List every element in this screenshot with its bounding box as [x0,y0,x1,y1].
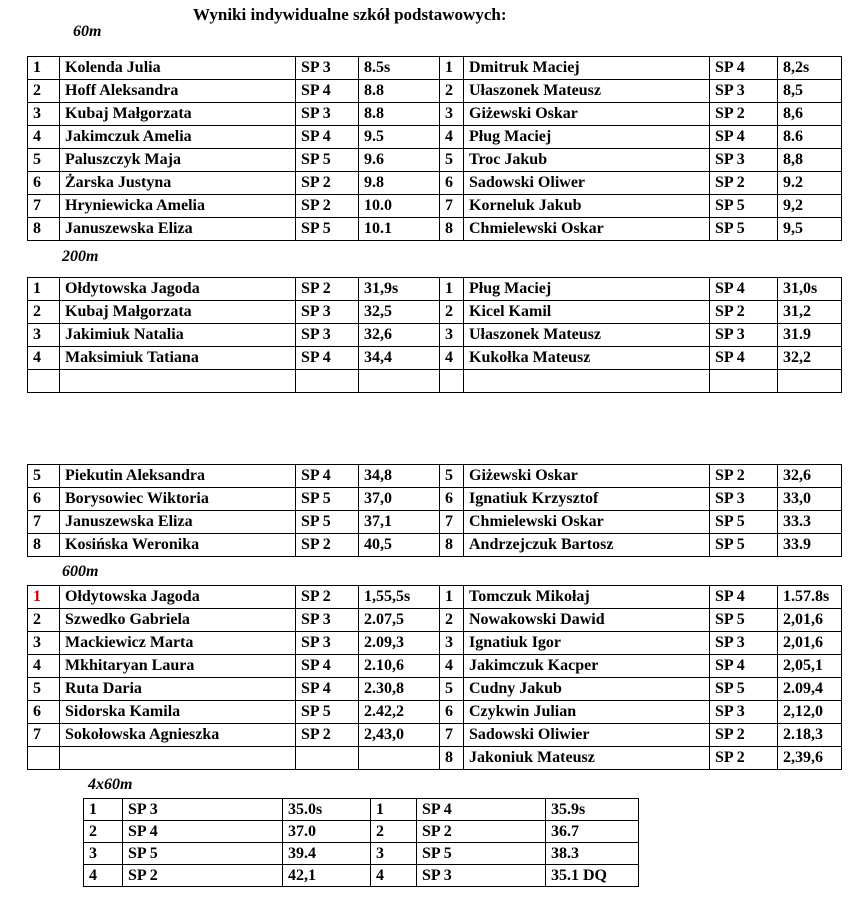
table-row [28,195,842,218]
team-cell-right: SP 4 [417,799,546,821]
time-cell-left: 2.30,8 [359,678,440,701]
place-cell-right: 6 [440,172,464,195]
place-cell-left: 3 [84,843,123,865]
table-row [28,278,842,301]
table-row [28,149,842,172]
name-cell-right: Dmitruk Maciej [464,57,710,80]
name-cell-left: Żarska Justyna [60,172,296,195]
section-label-relay: 4x60m [88,776,133,793]
time-cell-left: 2.09,3 [359,632,440,655]
school-cell-right: SP 2 [710,465,778,488]
school-cell-right: SP 4 [710,57,778,80]
time-cell-left [359,747,440,770]
team-cell-left: SP 3 [123,799,283,821]
time-cell-left: 39.4 [283,843,371,865]
name-cell-left: Kubaj Małgorzata [60,103,296,126]
school-cell-right: SP 2 [710,103,778,126]
school-cell-right: SP 5 [710,609,778,632]
time-cell-left: 10.1 [359,218,440,241]
place-cell-left: 5 [28,678,60,701]
time-cell-right: 31.9 [778,324,842,347]
table-row [28,103,842,126]
school-cell-right: SP 3 [710,324,778,347]
name-cell-right: Kukołka Mateusz [464,347,710,370]
time-cell-right: 33.3 [778,511,842,534]
place-cell-left: 4 [28,655,60,678]
place-cell-left: 2 [28,609,60,632]
school-cell-right: SP 2 [710,301,778,324]
time-cell-left: 8.8 [359,80,440,103]
time-cell-right: 35.1 DQ [546,865,639,887]
place-cell-right: 4 [440,126,464,149]
place-cell-left: 6 [28,488,60,511]
place-cell-left: 2 [28,80,60,103]
place-cell-right: 8 [440,534,464,557]
place-cell-left: 5 [28,149,60,172]
name-cell-left: Jakimiuk Natalia [60,324,296,347]
name-cell-left: Paluszczyk Maja [60,149,296,172]
name-cell-left: Hryniewicka Amelia [60,195,296,218]
place-cell-left: 3 [28,324,60,347]
name-cell-left: Hoff Aleksandra [60,80,296,103]
school-cell-left: SP 2 [296,195,359,218]
name-cell-right: Czykwin Julian [464,701,710,724]
place-cell-left: 6 [28,701,60,724]
name-cell-left: Szwedko Gabriela [60,609,296,632]
school-cell-right [710,370,778,393]
time-cell-right: 9,5 [778,218,842,241]
place-cell-right [440,370,464,393]
place-cell-left: 7 [28,195,60,218]
time-cell-right: 35.9s [546,799,639,821]
table-row [28,609,842,632]
name-cell-left: Mackiewicz Marta [60,632,296,655]
time-cell-right: 2,01,6 [778,632,842,655]
table-row [28,301,842,324]
time-cell-left: 42,1 [283,865,371,887]
place-cell-left: 7 [28,511,60,534]
place-cell-right: 5 [440,465,464,488]
time-cell-right: 33.9 [778,534,842,557]
table-row [28,172,842,195]
school-cell-left: SP 3 [296,609,359,632]
place-cell-right: 3 [440,632,464,655]
place-cell-right: 8 [440,747,464,770]
place-cell-right: 4 [371,865,417,887]
time-cell-left: 32,5 [359,301,440,324]
time-cell-right: 32,6 [778,465,842,488]
place-cell-left: 2 [28,301,60,324]
table-row [84,799,639,821]
time-cell-right: 9,2 [778,195,842,218]
place-cell-right: 4 [440,655,464,678]
table-row [84,843,639,865]
time-cell-right: 8,2s [778,57,842,80]
school-cell-left: SP 5 [296,149,359,172]
place-cell-right: 1 [440,57,464,80]
school-cell-left: SP 4 [296,347,359,370]
name-cell-right: Chmielewski Oskar [464,218,710,241]
results-table-60m [27,56,842,241]
name-cell-right: Giżewski Oskar [464,103,710,126]
time-cell-right: 8,5 [778,80,842,103]
time-cell-left: 9.6 [359,149,440,172]
results-table-200m-part2 [27,464,842,557]
table-row [84,865,639,887]
table-row [84,821,639,843]
table-row [28,511,842,534]
table-row [28,347,842,370]
place-cell-right: 7 [440,195,464,218]
name-cell-left: Ołdytowska Jagoda [60,586,296,609]
school-cell-left: SP 2 [296,586,359,609]
time-cell-right: 31,2 [778,301,842,324]
time-cell-left: 9.5 [359,126,440,149]
place-cell-right: 6 [440,701,464,724]
place-cell-right: 1 [371,799,417,821]
school-cell-right: SP 2 [710,172,778,195]
school-cell-left: SP 5 [296,701,359,724]
place-cell-right: 4 [440,347,464,370]
table-row [28,747,842,770]
school-cell-right: SP 4 [710,347,778,370]
name-cell-right: Tomczuk Mikołaj [464,586,710,609]
section-label-200m: 200m [62,248,99,265]
school-cell-left: SP 5 [296,488,359,511]
time-cell-right: 32,2 [778,347,842,370]
name-cell-right: Sadowski Oliwer [464,172,710,195]
time-cell-left: 8.8 [359,103,440,126]
table-row [28,586,842,609]
name-cell-left: Mkhitaryan Laura [60,655,296,678]
school-cell-left: SP 3 [296,57,359,80]
name-cell-left: Borysowiec Wiktoria [60,488,296,511]
team-cell-right: SP 3 [417,865,546,887]
school-cell-right: SP 3 [710,488,778,511]
place-cell-left: 4 [28,126,60,149]
time-cell-left: 34,4 [359,347,440,370]
place-cell-left: 6 [28,172,60,195]
name-cell-right: Ignatiuk Krzysztof [464,488,710,511]
time-cell-left: 31,9s [359,278,440,301]
name-cell-right: Pług Maciej [464,278,710,301]
table-row [28,218,842,241]
name-cell-right: Cudny Jakub [464,678,710,701]
name-cell-left: Sokołowska Agnieszka [60,724,296,747]
table-row [28,465,842,488]
place-cell-left: 1 [28,278,60,301]
table-row [28,724,842,747]
place-cell-left: 8 [28,218,60,241]
time-cell-left: 2.07,5 [359,609,440,632]
place-cell-right: 2 [371,821,417,843]
school-cell-left [296,370,359,393]
time-cell-left: 9.8 [359,172,440,195]
school-cell-left: SP 4 [296,126,359,149]
name-cell-left: Jakimczuk Amelia [60,126,296,149]
place-cell-right: 5 [440,678,464,701]
name-cell-right: Nowakowski Dawid [464,609,710,632]
time-cell-left: 1,55,5s [359,586,440,609]
school-cell-left: SP 2 [296,278,359,301]
school-cell-right: SP 5 [710,534,778,557]
table-row [28,324,842,347]
time-cell-right: 9.2 [778,172,842,195]
name-cell-right: Jakoniuk Mateusz [464,747,710,770]
name-cell-right: Pług Maciej [464,126,710,149]
team-cell-right: SP 5 [417,843,546,865]
name-cell-right: Ułaszonek Mateusz [464,324,710,347]
table-row [28,701,842,724]
name-cell-right: Jakimczuk Kacper [464,655,710,678]
place-cell-right: 2 [440,80,464,103]
name-cell-left: Kosińska Weronika [60,534,296,557]
table-row [28,126,842,149]
name-cell-left: Januszewska Eliza [60,511,296,534]
place-cell-left: 4 [28,347,60,370]
place-cell-right: 1 [440,278,464,301]
name-cell-left: Kubaj Małgorzata [60,301,296,324]
school-cell-left: SP 4 [296,80,359,103]
school-cell-right: SP 5 [710,195,778,218]
section-label-60m: 60m [73,23,102,40]
name-cell-right: Sadowski Oliwier [464,724,710,747]
name-cell-left [60,370,296,393]
place-cell-right: 2 [440,301,464,324]
school-cell-left: SP 5 [296,218,359,241]
place-cell-left: 7 [28,724,60,747]
time-cell-left: 10.0 [359,195,440,218]
name-cell-left: Ruta Daria [60,678,296,701]
name-cell-right: Troc Jakub [464,149,710,172]
school-cell-left: SP 5 [296,511,359,534]
table-row [28,655,842,678]
place-cell-right: 8 [440,218,464,241]
school-cell-left: SP 3 [296,301,359,324]
time-cell-left: 37,0 [359,488,440,511]
place-cell-left [28,747,60,770]
team-cell-left: SP 2 [123,865,283,887]
section-label-600m: 600m [62,563,99,580]
name-cell-left: Januszewska Eliza [60,218,296,241]
name-cell-left: Sidorska Kamila [60,701,296,724]
table-row [28,370,842,393]
place-cell-left: 2 [84,821,123,843]
school-cell-right: SP 4 [710,126,778,149]
school-cell-right: SP 4 [710,655,778,678]
place-cell-right: 3 [371,843,417,865]
place-cell-right: 1 [440,586,464,609]
school-cell-right: SP 5 [710,511,778,534]
time-cell-right: 38.3 [546,843,639,865]
time-cell-right: 1.57.8s [778,586,842,609]
time-cell-right: 8.6 [778,126,842,149]
time-cell-left: 2.42,2 [359,701,440,724]
place-cell-left: 3 [28,103,60,126]
table-row [28,57,842,80]
place-cell-left: 8 [28,534,60,557]
school-cell-left: SP 3 [296,632,359,655]
time-cell-left: 32,6 [359,324,440,347]
place-cell-right: 5 [440,149,464,172]
table-row [28,632,842,655]
time-cell-right: 2.09,4 [778,678,842,701]
time-cell-right: 31,0s [778,278,842,301]
name-cell-right: Andrzejczuk Bartosz [464,534,710,557]
time-cell-left: 2.10,6 [359,655,440,678]
team-cell-left: SP 5 [123,843,283,865]
place-cell-left: 5 [28,465,60,488]
time-cell-left: 37,1 [359,511,440,534]
time-cell-right: 2,12,0 [778,701,842,724]
team-cell-right: SP 2 [417,821,546,843]
school-cell-right: SP 3 [710,701,778,724]
time-cell-right: 36.7 [546,821,639,843]
name-cell-left: Ołdytowska Jagoda [60,278,296,301]
time-cell-right: 8,6 [778,103,842,126]
time-cell-left: 35.0s [283,799,371,821]
time-cell-left [359,370,440,393]
school-cell-left: SP 2 [296,724,359,747]
place-cell-right: 7 [440,511,464,534]
time-cell-right: 33,0 [778,488,842,511]
school-cell-right: SP 3 [710,149,778,172]
name-cell-left: Piekutin Aleksandra [60,465,296,488]
name-cell-right: Kicel Kamil [464,301,710,324]
time-cell-left: 34,8 [359,465,440,488]
results-table-relay [83,798,639,887]
name-cell-right: Korneluk Jakub [464,195,710,218]
name-cell-right: Ułaszonek Mateusz [464,80,710,103]
time-cell-right: 2,01,6 [778,609,842,632]
time-cell-left: 37.0 [283,821,371,843]
results-table-600m [27,585,842,770]
place-cell-right: 7 [440,724,464,747]
time-cell-left: 40,5 [359,534,440,557]
place-cell-left: 4 [84,865,123,887]
school-cell-left: SP 4 [296,678,359,701]
table-row [28,534,842,557]
name-cell-left: Kolenda Julia [60,57,296,80]
team-cell-left: SP 4 [123,821,283,843]
place-cell-left: 3 [28,632,60,655]
place-cell-left: 1 [84,799,123,821]
table-row [28,678,842,701]
school-cell-right: SP 2 [710,747,778,770]
school-cell-right: SP 4 [710,278,778,301]
place-cell-left: 1 [28,586,60,609]
school-cell-right: SP 3 [710,80,778,103]
school-cell-left [296,747,359,770]
school-cell-right: SP 5 [710,678,778,701]
time-cell-right [778,370,842,393]
name-cell-right: Ignatiuk Igor [464,632,710,655]
name-cell-left [60,747,296,770]
name-cell-right [464,370,710,393]
time-cell-left: 8.5s [359,57,440,80]
page-title: Wyniki indywidualne szkół podstawowych: [193,5,507,24]
table-row [28,80,842,103]
school-cell-right: SP 3 [710,632,778,655]
results-table-200m-part1 [27,277,842,393]
name-cell-left: Maksimiuk Tatiana [60,347,296,370]
school-cell-left: SP 3 [296,324,359,347]
time-cell-right: 2,39,6 [778,747,842,770]
school-cell-left: SP 4 [296,465,359,488]
school-cell-right: SP 2 [710,724,778,747]
school-cell-left: SP 4 [296,655,359,678]
school-cell-left: SP 3 [296,103,359,126]
time-cell-right: 2,05,1 [778,655,842,678]
school-cell-right: SP 5 [710,218,778,241]
name-cell-right: Giżewski Oskar [464,465,710,488]
place-cell-right: 3 [440,103,464,126]
place-cell-left [28,370,60,393]
place-cell-left: 1 [28,57,60,80]
school-cell-left: SP 2 [296,172,359,195]
time-cell-left: 2,43,0 [359,724,440,747]
time-cell-right: 2.18,3 [778,724,842,747]
place-cell-right: 2 [440,609,464,632]
school-cell-left: SP 2 [296,534,359,557]
time-cell-right: 8,8 [778,149,842,172]
name-cell-right: Chmielewski Oskar [464,511,710,534]
school-cell-right: SP 4 [710,586,778,609]
place-cell-right: 3 [440,324,464,347]
table-row [28,488,842,511]
place-cell-right: 6 [440,488,464,511]
